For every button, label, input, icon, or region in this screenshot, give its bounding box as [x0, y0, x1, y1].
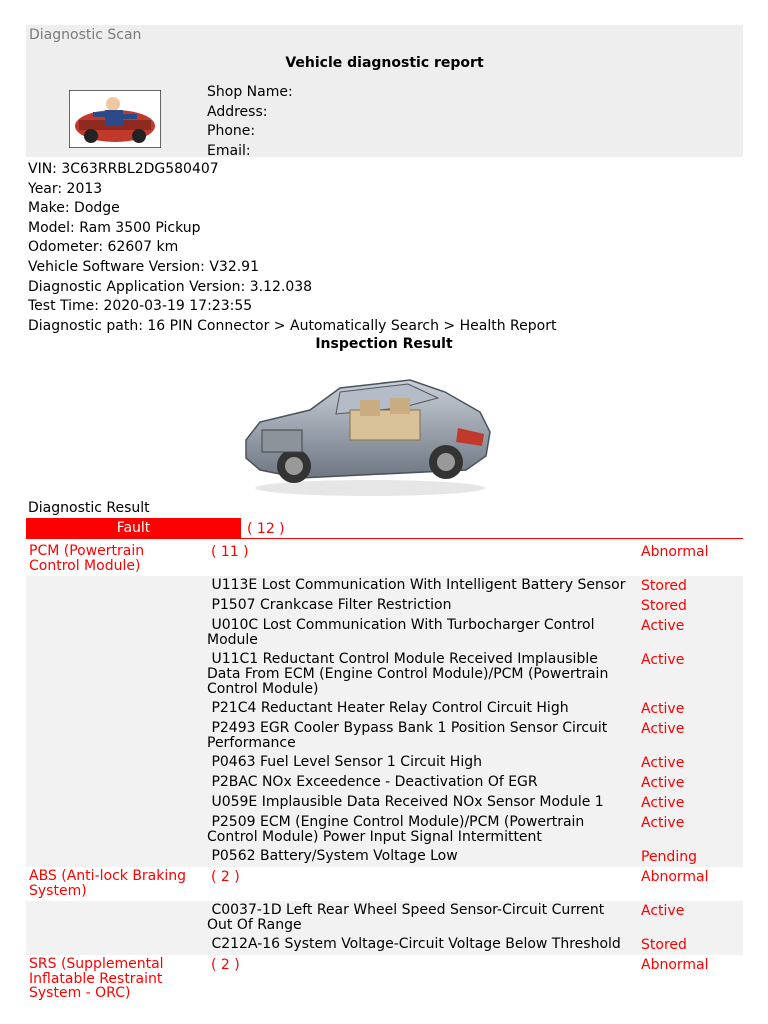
fault-code-description: P0463 Fuel Level Sensor 1 Circuit High [207, 754, 482, 770]
app-title: Diagnostic Scan [29, 27, 142, 43]
fault-code-description: P0562 Battery/System Voltage Low [207, 848, 458, 864]
shop-name-label: Shop Name: [207, 84, 293, 100]
fault-divider [26, 538, 743, 539]
fault-code-description: P2509 ECM (Engine Control Module)/PCM (Powertrain Control Module) Power Input Signal Intermittent [207, 814, 589, 845]
fault-code-description: U11C1 Reductant Control Module Received Implausible Data From ECM (Engine Control Module)/PCM (Powertrain Control Module) [207, 651, 613, 697]
module-status: Abnormal [641, 869, 709, 885]
odometer: Odometer: 62607 km [28, 239, 179, 256]
fault-code-status: Active [641, 721, 685, 737]
email-label: Email: [207, 142, 251, 159]
fault-code-row[interactable] [26, 793, 743, 813]
module-name: PCM (Powertrain Control Module) [29, 543, 145, 574]
model: Model: Ram 3500 Pickup [28, 219, 201, 236]
fault-code-description: P2493 EGR Cooler Bypass Bank 1 Position Sensor Circuit Performance [207, 720, 612, 751]
module-row[interactable] [26, 955, 743, 1004]
fault-code-status: Active [641, 775, 685, 791]
module-status: Abnormal [641, 957, 709, 973]
fault-code-description: C0037-1D Left Rear Wheel Speed Sensor-Circuit Current Out Of Range [207, 902, 609, 933]
diagnostic-results [26, 542, 743, 1004]
fault-code-description: P2BAC NOx Exceedence - Deactivation Of EGR [207, 774, 538, 790]
app-version: Diagnostic Application Version: 3.12.038 [28, 278, 313, 295]
fault-code-status: Active [641, 815, 685, 831]
fault-code-description: P1507 Crankcase Filter Restriction [207, 597, 452, 613]
fault-code-row[interactable] [26, 773, 743, 793]
fault-code-status: Pending [641, 849, 697, 865]
test-time: Test Time: 2020-03-19 17:23:55 [28, 298, 253, 315]
year: Year: 2013 [28, 180, 103, 197]
fault-code-description: U010C Lost Communication With Turbocharger Control Module [207, 617, 599, 648]
fault-code-row[interactable] [26, 596, 743, 616]
report-title: Vehicle diagnostic report [285, 55, 484, 71]
fault-code-row[interactable] [26, 813, 743, 847]
vehicle-info [28, 160, 556, 336]
fault-code-status: Active [641, 903, 685, 919]
fault-code-description: C212A-16 System Voltage-Circuit Voltage Below Threshold [207, 936, 621, 952]
fault-code-description: P21C4 Reductant Heater Relay Control Circuit High [207, 700, 569, 716]
diagnostic-result-label: Diagnostic Result [28, 500, 150, 516]
module-row[interactable] [26, 542, 743, 576]
fault-code-description: U113E Lost Communication With Intelligent Battery Sensor [207, 577, 626, 593]
module-row[interactable] [26, 867, 743, 901]
shop-info [207, 83, 293, 161]
fault-code-row[interactable] [26, 753, 743, 773]
fault-code-description: U059E Implausible Data Received NOx Sensor Module 1 [207, 794, 604, 810]
car-cutaway-image [240, 370, 494, 500]
fault-code-status: Stored [641, 598, 687, 614]
fault-code-row[interactable] [26, 650, 743, 699]
fault-code-row[interactable] [26, 699, 743, 719]
fault-code-status: Active [641, 618, 685, 634]
module-name: ABS (Anti-lock Braking System) [29, 868, 187, 899]
fault-summary [26, 518, 743, 540]
diagnostic-path: Diagnostic path: 16 PIN Connector > Automatically Search > Health Report [28, 317, 557, 334]
fault-code-status: Active [641, 701, 685, 717]
module-name: SRS (Supplemental Inflatable Restraint System - ORC) [29, 956, 164, 1001]
software-version: Vehicle Software Version: V32.91 [28, 258, 259, 275]
make: Make: Dodge [28, 200, 120, 217]
fault-code-row[interactable] [26, 616, 743, 650]
module-fault-count: ( 11 ) [211, 544, 249, 560]
module-fault-count: ( 2 ) [211, 957, 240, 973]
fault-code-status: Active [641, 652, 685, 668]
address-label: Address: [207, 103, 268, 120]
fault-count: ( 12 ) [247, 521, 285, 537]
fault-code-status: Active [641, 795, 685, 811]
fault-label: Fault [26, 518, 241, 539]
phone-label: Phone: [207, 123, 256, 139]
fault-code-row[interactable] [26, 847, 743, 867]
fault-code-row[interactable] [26, 901, 743, 935]
fault-code-status: Stored [641, 937, 687, 953]
fault-code-row[interactable] [26, 576, 743, 596]
module-fault-count: ( 2 ) [211, 869, 240, 885]
report-header [26, 25, 743, 157]
inspection-title: Inspection Result [315, 336, 453, 352]
vin: VIN: 3C63RRBL2DG580407 [28, 161, 219, 177]
module-status: Abnormal [641, 544, 709, 560]
fault-code-status: Stored [641, 578, 687, 594]
fault-code-row[interactable] [26, 719, 743, 753]
fault-code-row[interactable] [26, 935, 743, 955]
fault-code-status: Active [641, 755, 685, 771]
mechanic-logo [69, 90, 161, 148]
